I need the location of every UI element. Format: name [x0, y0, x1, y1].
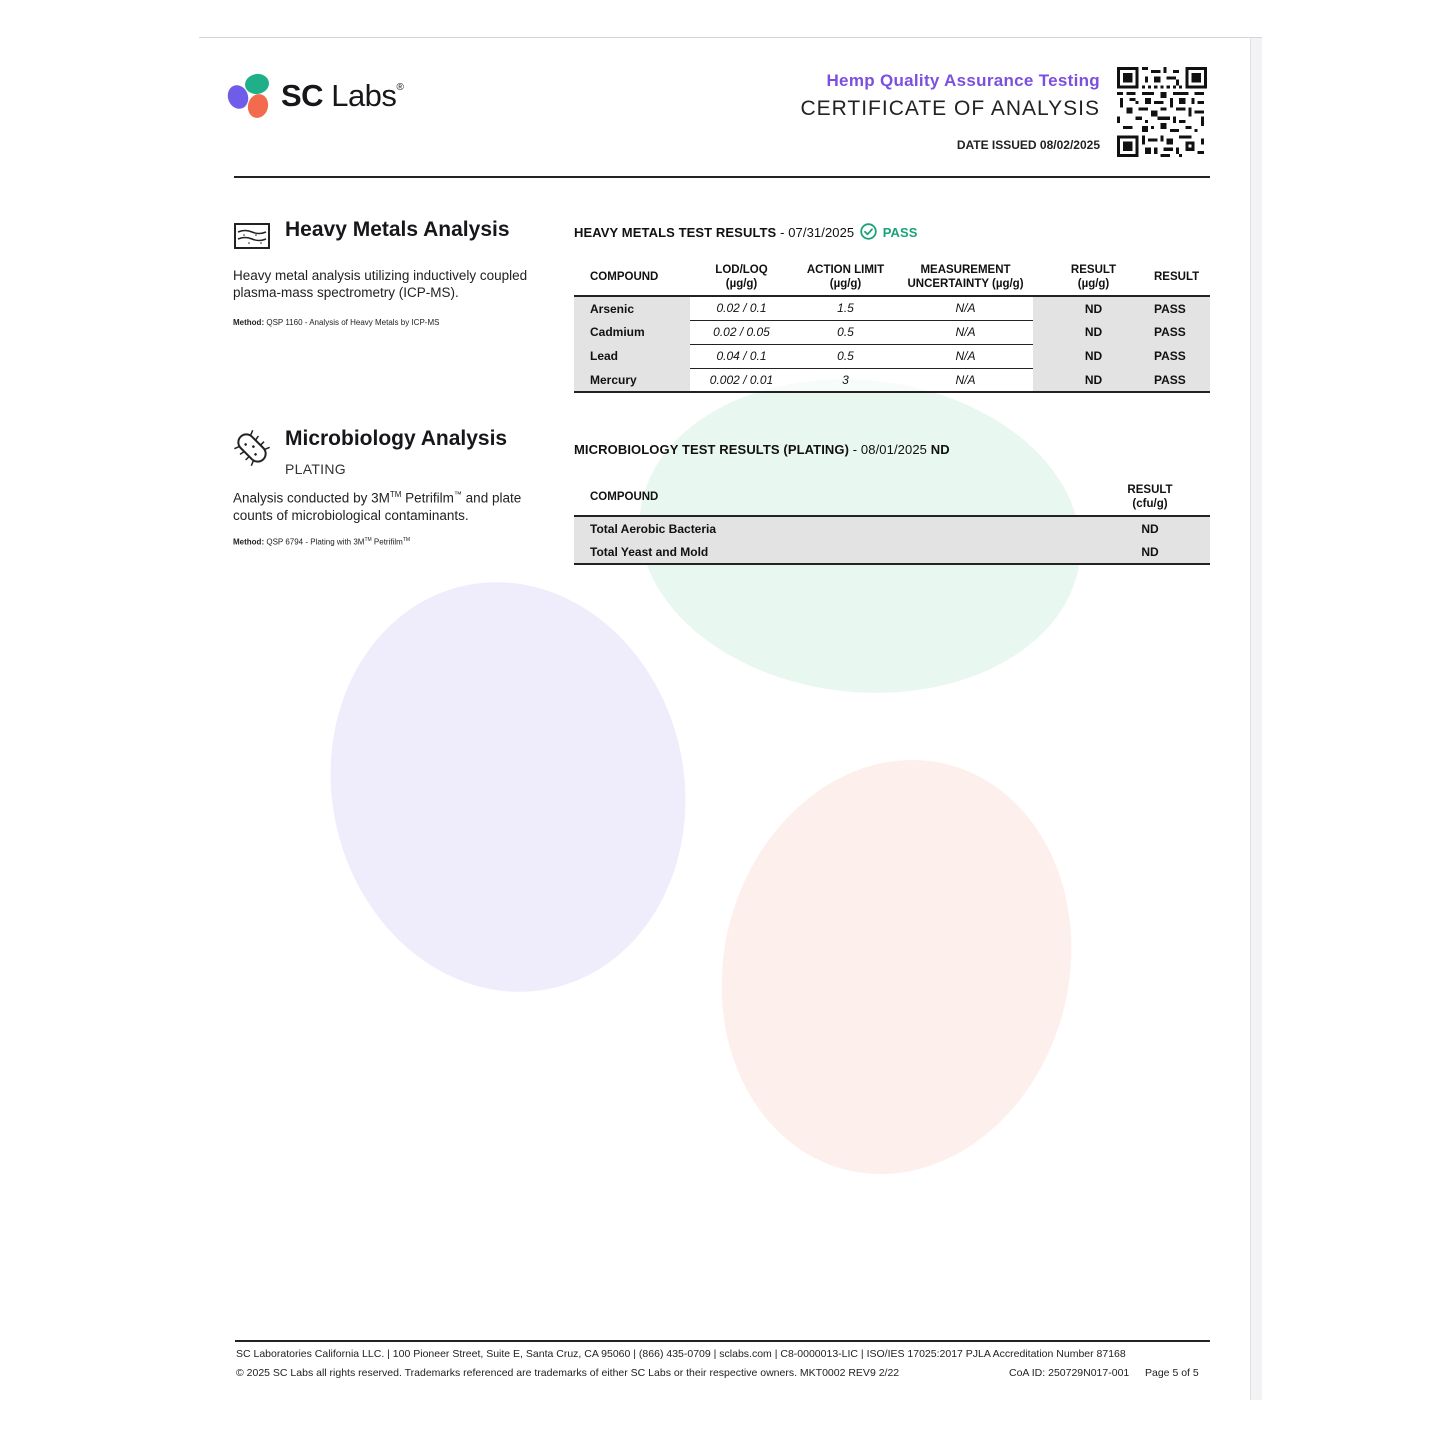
result-status: PASS [1154, 320, 1210, 344]
result-status: PASS [1154, 344, 1210, 368]
logo-wordmark: SC Labs® [281, 78, 404, 113]
lod-loq-value: 0.04 / 0.1 [690, 344, 793, 368]
footer-divider [235, 1340, 1210, 1342]
footer-copyright: © 2025 SC Labs all rights reserved. Trademarks referenced are trademarks of either SC Labs or their respective owners. MKT0002 REV9 2/22 [236, 1367, 900, 1379]
column-header-compound: COMPOUND [574, 258, 690, 296]
header-divider [234, 176, 1210, 178]
compound-name: Cadmium [574, 320, 690, 344]
logo-mark-teal [243, 72, 270, 96]
table-header-row [574, 478, 1210, 516]
microbiology-status: ND [930, 442, 950, 457]
table-row [574, 540, 1210, 564]
lod-loq-value: 0.02 / 0.05 [690, 320, 793, 344]
column-header-uncertainty: MEASUREMENT UNCERTAINTY (µg/g) [898, 258, 1033, 296]
heavy-metals-method: Method: QSP 1160 - Analysis of Heavy Metals by ICP-MS [233, 318, 440, 327]
action-limit-value: 3 [793, 368, 898, 392]
footer-coa-id: CoA ID: 250729N017-001 [1009, 1367, 1130, 1379]
header-subtitle: Hemp Quality Assurance Testing [826, 71, 1100, 90]
compound-name: Mercury [574, 368, 690, 392]
action-limit-value: 1.5 [793, 296, 898, 320]
decorative-purple-shape [293, 549, 723, 1025]
heavy-metals-icon [232, 216, 272, 256]
microbiology-table [574, 478, 1210, 565]
column-header-result: RESULT (cfu/g) [1090, 478, 1210, 516]
column-header-result: RESULT [1154, 258, 1210, 296]
compound-name: Lead [574, 344, 690, 368]
date-issued: DATE ISSUED 08/02/2025 [956, 138, 1100, 152]
footer-company-info: SC Laboratories California LLC. | 100 Pioneer Street, Suite E, Santa Cruz, CA 95060 | (866) 435-0709 | sclabs.com | C8-0000013-LIC | ISO/IES 17025:2017 PJLA Accreditation Number 87168 [236, 1348, 1126, 1360]
result-status: PASS [1154, 368, 1210, 392]
decorative-pink-shape [679, 722, 1115, 1211]
heavy-metals-title: Heavy Metals Analysis [285, 218, 510, 241]
microbiology-description: Analysis conducted by 3M™ Petrifilm™ and plate counts of microbiological contaminants. [233, 490, 522, 523]
table-row [574, 296, 1210, 320]
result-value: ND [1033, 296, 1154, 320]
action-limit-value: 0.5 [793, 344, 898, 368]
microbiology-method: Method: QSP 6794 - Plating with 3M™ Petrifilm™ [233, 537, 411, 547]
heavy-metals-results-heading: HEAVY METALS TEST RESULTS - 07/31/2025 PASS [574, 225, 918, 240]
column-header-lod-loq: LOD/LOQ (µg/g) [690, 258, 793, 296]
compound-name: Arsenic [574, 296, 690, 320]
table-header-row [574, 258, 1210, 296]
heavy-metals-table [574, 258, 1210, 393]
qr-code[interactable] [1117, 67, 1207, 157]
sc-labs-logo [228, 74, 428, 120]
result-status: PASS [1154, 296, 1210, 320]
result-value: ND [1033, 344, 1154, 368]
uncertainty-value: N/A [898, 368, 1033, 392]
result-value: ND [1090, 516, 1210, 540]
action-limit-value: 0.5 [793, 320, 898, 344]
uncertainty-value: N/A [898, 320, 1033, 344]
heavy-metals-status: PASS [882, 225, 918, 240]
compound-name: Total Yeast and Mold [574, 540, 1090, 564]
footer-page-number: Page 5 of 5 [1145, 1367, 1199, 1379]
result-value: ND [1033, 320, 1154, 344]
document-page [199, 37, 1262, 1400]
heavy-metals-description: Heavy metal analysis utilizing inductively coupled plasma-mass spectrometry (ICP-MS). [233, 268, 528, 300]
uncertainty-value: N/A [898, 344, 1033, 368]
microbiology-results-heading: MICROBIOLOGY TEST RESULTS (PLATING) - 08/01/2025 ND [574, 442, 950, 457]
result-value: ND [1090, 540, 1210, 564]
table-row [574, 368, 1210, 392]
document-title: CERTIFICATE OF ANALYSIS [800, 97, 1100, 120]
pass-check-icon [860, 223, 877, 240]
microbiology-title: Microbiology Analysis [285, 427, 508, 450]
table-row [574, 320, 1210, 344]
column-header-result-value: RESULT (µg/g) [1033, 258, 1154, 296]
table-row [574, 516, 1210, 540]
lod-loq-value: 0.02 / 0.1 [690, 296, 793, 320]
page-edge [1250, 38, 1262, 1400]
microbiology-subtitle: PLATING [285, 461, 346, 477]
microbe-icon [232, 428, 272, 468]
column-header-compound: COMPOUND [574, 478, 1090, 516]
table-row [574, 344, 1210, 368]
lod-loq-value: 0.002 / 0.01 [690, 368, 793, 392]
logo-mark-red [245, 92, 271, 120]
result-value: ND [1033, 368, 1154, 392]
compound-name: Total Aerobic Bacteria [574, 516, 1090, 540]
uncertainty-value: N/A [898, 296, 1033, 320]
column-header-action-limit: ACTION LIMIT (µg/g) [793, 258, 898, 296]
